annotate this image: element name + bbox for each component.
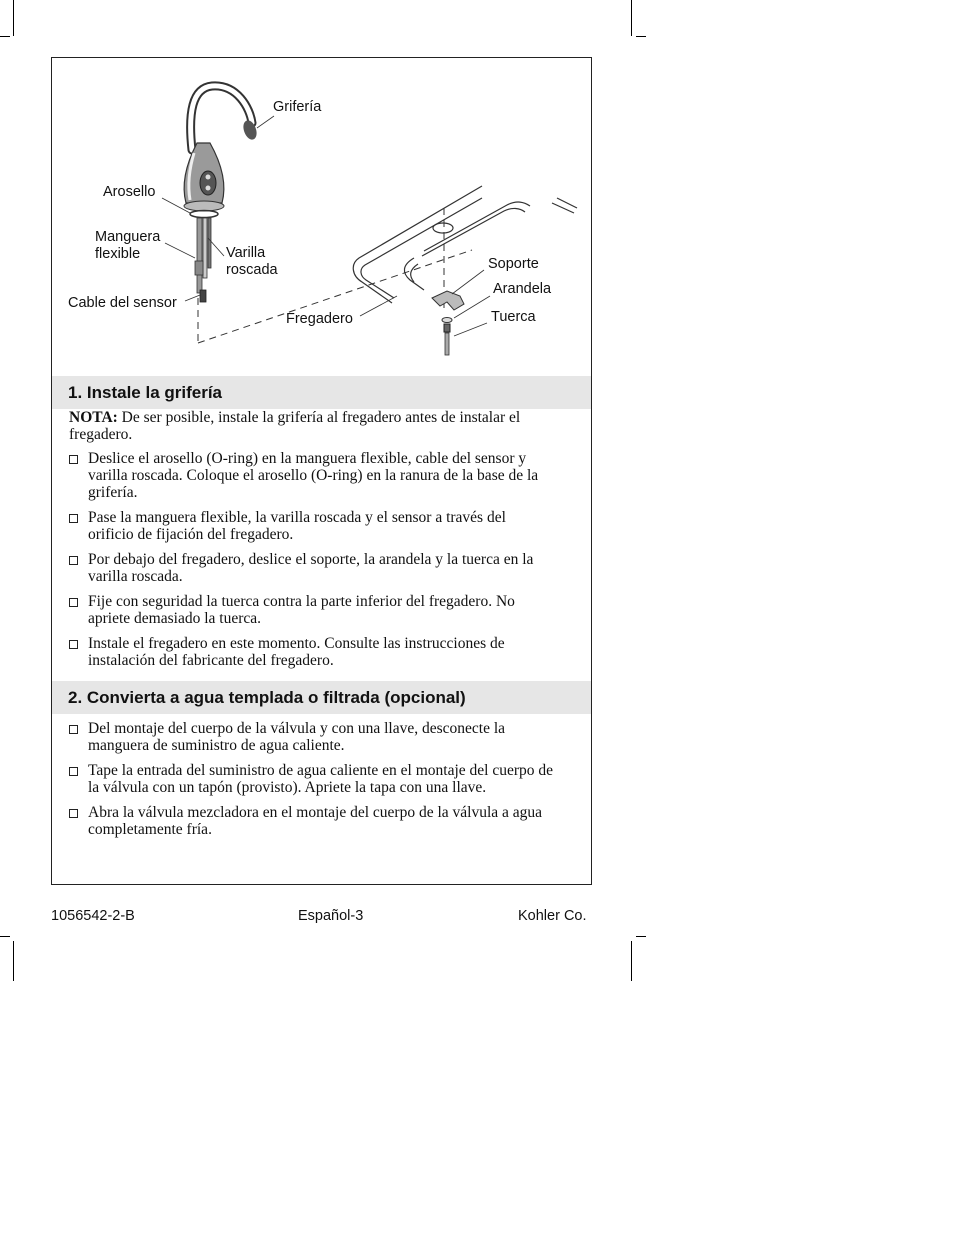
instruction-panel [51, 57, 592, 885]
label-nut: Tuerca [491, 309, 536, 325]
company-name: Kohler Co. [518, 908, 587, 924]
list-item-text: Del montaje del cuerpo de la válvula y con una llave, desconecte la manguera de suministro de agua caliente. [88, 720, 506, 754]
section-2-steps [69, 720, 555, 846]
list-item-text: Fije con seguridad la tuerca contra la parte inferior del fregadero. No apriete demasiado la tuerca. [88, 593, 515, 627]
crop-mark [13, 941, 14, 981]
section-1-heading: 1. Instale la grifería [52, 376, 591, 409]
crop-mark [631, 0, 632, 36]
label-faucet: Grifería [273, 99, 322, 115]
list-item [69, 551, 555, 585]
label-hose: Manguera flexible [95, 229, 161, 262]
crop-mark [631, 941, 632, 981]
list-item-text: Abra la válvula mezcladora en el montaje del cuerpo de la válvula a agua completamente fría. [88, 804, 543, 838]
checkbox-icon [69, 598, 78, 607]
list-item [69, 635, 555, 669]
label-sensor-cable: Cable del sensor [68, 295, 177, 311]
list-item [69, 762, 555, 796]
crop-mark [13, 0, 14, 36]
label-sink: Fregadero [286, 311, 353, 327]
installation-diagram [52, 58, 591, 376]
note-label: NOTA: [69, 409, 118, 426]
list-item-text: Instale el fregadero en este momento. Consulte las instrucciones de instalación del fabricante del fregadero. [88, 635, 505, 669]
label-bracket: Soporte [488, 256, 539, 272]
checkbox-icon [69, 809, 78, 818]
checkbox-icon [69, 640, 78, 649]
list-item [69, 720, 555, 754]
note [69, 409, 539, 443]
note-text: De ser posible, instale la grifería al fregadero antes de instalar el fregadero. [69, 409, 521, 443]
checkbox-icon [69, 455, 78, 464]
list-item-text: Deslice el arosello (O-ring) en la manguera flexible, cable del sensor y varilla roscada. Coloque el arosello (O-ring) en la ranura de la base de la grifería. [88, 450, 539, 501]
list-item [69, 804, 555, 838]
crop-mark [636, 36, 646, 37]
faucet-sink-illustration [52, 58, 591, 376]
doc-number: 1056542-2-B [51, 908, 135, 924]
checkbox-icon [69, 767, 78, 776]
label-oring: Arosello [103, 184, 156, 200]
list-item-text: Tape la entrada del suministro de agua caliente en el montaje del cuerpo de la válvula con un tapón (provisto). Apriete la tapa con una llave. [88, 762, 554, 796]
crop-mark [0, 36, 10, 37]
list-item [69, 450, 555, 501]
checkbox-icon [69, 556, 78, 565]
list-item-text: Pase la manguera flexible, la varilla roscada y el sensor a través del orificio de fijación del fregadero. [88, 509, 506, 543]
crop-mark [0, 936, 10, 937]
checkbox-icon [69, 725, 78, 734]
label-washer: Arandela [493, 281, 552, 297]
label-rod: Varilla roscada [226, 245, 278, 278]
checkbox-icon [69, 514, 78, 523]
list-item [69, 509, 555, 543]
crop-mark [636, 936, 646, 937]
section-1-steps [69, 450, 555, 677]
list-item-text: Por debajo del fregadero, deslice el soporte, la arandela y la tuerca en la varilla roscada. [88, 551, 534, 585]
page-number: Español-3 [298, 908, 364, 924]
list-item [69, 593, 555, 627]
section-2-heading: 2. Convierta a agua templada o filtrada (opcional) [52, 681, 591, 714]
